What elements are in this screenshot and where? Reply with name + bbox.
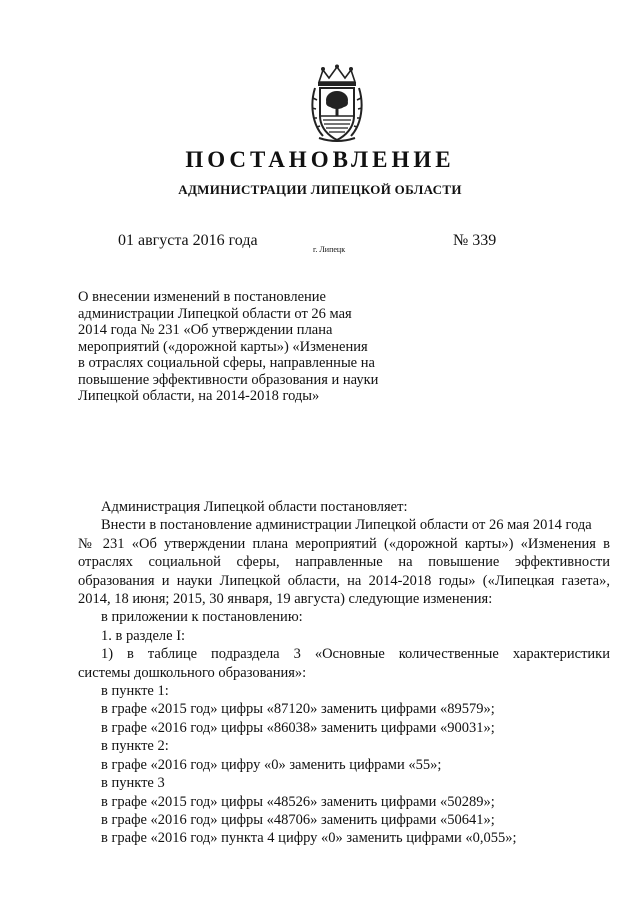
body-line: № 231 «Об утверждении плана мероприятий («дорожной карты») «Изменения в [78,535,610,552]
subject-line: мероприятий («дорожной карты») «Изменения [78,338,368,355]
issuing-authority: АДМИНИСТРАЦИИ ЛИПЕЦКОЙ ОБЛАСТИ [178,182,462,197]
body-line: в графе «2015 год» цифры «48526» заменить цифрами «50289»; [101,793,495,810]
subject-line: администрации Липецкой области от 26 мая [78,305,352,322]
body-line: системы дошкольного образования»: [78,664,307,681]
body-line: 2014, 18 июня; 2015, 30 января, 19 августа) следующие изменения: [78,591,493,608]
body-line: в графе «2015 год» цифры «87120» заменить цифрами «89579»; [101,701,495,718]
document-city: г. Липецк [313,245,346,254]
subject-line: О внесении изменений в постановление [78,289,326,305]
body-line: в графе «2016 год» цифру «0» заменить цифрами «55»; [101,756,442,773]
body-line: в пункте 2: [101,738,169,755]
body-line: Администрация Липецкой области постановляет: [101,499,408,515]
body-line: Внести в постановление администрации Липецкой области от 26 мая 2014 года [101,517,592,534]
body-line: отраслях социальной сферы, направленные на повышение эффективности [78,554,610,571]
subject-line: Липецкой области, на 2014-2018 годы» [78,388,320,404]
coat-of-arms-icon [309,64,365,144]
document-subject [78,289,378,405]
body-line: в пункте 3 [101,775,165,792]
document-date: 01 августа 2016 года [118,232,258,249]
body-line: образования и науки Липецкой области, на 2014-2018 годы» («Липецкая газета», [78,572,610,589]
subject-line: в отраслях социальной сферы, направленные на [78,355,375,371]
body-line: 1) в таблице подраздела 3 «Основные количественные характеристики [101,646,610,663]
body-line: в графе «2016 год» цифры «86038» заменить цифрами «90031»; [101,719,495,736]
body-line: в графе «2016 год» пункта 4 цифру «0» заменить цифрами «0,055»; [101,830,517,847]
subject-line: 2014 года № 231 «Об утверждении плана [78,322,333,338]
body-line: в графе «2016 год» цифры «48706» заменить цифрами «50641»; [101,811,495,828]
document-body [78,498,610,848]
body-line: 1. в разделе I: [101,627,186,644]
document-number: № 339 [453,232,497,249]
subject-line: повышение эффективности образования и науки [78,371,379,388]
body-line: в приложении к постановлению: [101,609,303,626]
body-line: в пункте 1: [101,683,169,700]
document-title: ПОСТАНОВЛЕНИЕ [185,147,455,172]
